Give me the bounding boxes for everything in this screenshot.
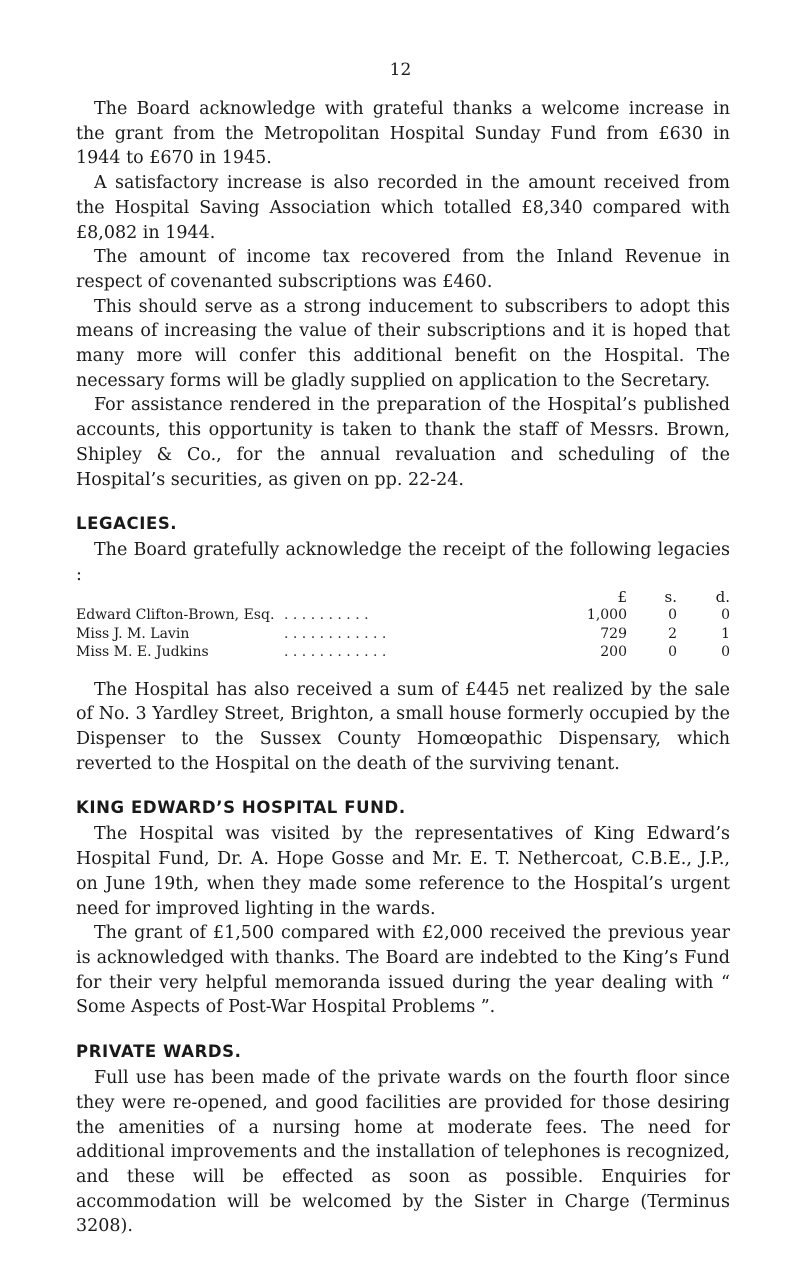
legacy-shillings: 2 <box>668 625 677 642</box>
legacy-shillings: 0 <box>668 607 677 624</box>
page-number: 12 <box>389 60 412 80</box>
intro-paragraph-3: The amount of income tax recovered from the Inland Revenue in respect of covenanted subscriptions was £460. <box>76 247 730 292</box>
legacy-pence: 1 <box>721 625 730 642</box>
intro-paragraph-5: For assistance rendered in the preparation of the Hospital’s published accounts, this opportunity is taken to thank the staff of Messrs. Brown, Shipley & Co., for the annual revaluation and scheduling of the Hospital’s securities, as given on pp. 22-24. <box>76 395 730 490</box>
legacy-row <box>76 625 730 644</box>
legacies-closing-paragraph: The Hospital has also received a sum of £445 net realized by the sale of No. 3 Yardley Street, Brighton, a small house formerly occupied by the Dispenser to the Sussex County Homœopathic Dispensary, which reverted to the Hospital on the death of the surviving tenant. <box>76 679 730 774</box>
legacy-name: Miss J. M. Lavin <box>76 625 190 642</box>
private-wards-paragraph: Full use has been made of the private wards on the fourth floor since they were re-opened, and good facilities are provided for those desiring the amenities of a nursing home at moderate fees. The need for additional improvements and the installation of telephones is recognized, and these will be effected as soon as possible. Enquiries for accommodation will be welcomed by the Sister in Charge (Terminus 3208). <box>76 1068 730 1237</box>
pounds-column-header: £ <box>617 587 627 606</box>
pence-column-header: d. <box>715 587 730 606</box>
legacies-intro: The Board gratefully acknowledge the receipt of the following legacies : <box>76 540 730 585</box>
intro-paragraph-2: A satisfactory increase is also recorded in the amount received from the Hospital Saving Association which totalled £8,340 compared with £8,082 in 1944. <box>76 173 730 243</box>
legacies-heading: LEGACIES. <box>76 514 178 534</box>
legacy-pounds: 1,000 <box>586 607 627 624</box>
page-content <box>76 97 730 1239</box>
legacy-row <box>76 606 730 625</box>
dot-leaders: . . . . . . . . . . <box>284 607 369 624</box>
spacer <box>76 662 730 678</box>
legacy-row <box>76 643 730 662</box>
intro-paragraph-4: This should serve as a strong inducement to subscribers to adopt this means of increasing the value of their subscriptions and it is hoped that many more will confer this additional benefit on the Hospital. The necessary forms will be gladly supplied on application to the Secretary. <box>76 296 730 391</box>
private-wards-heading: PRIVATE WARDS. <box>76 1042 242 1062</box>
dot-leaders: . . . . . . . . . . . . <box>284 644 387 661</box>
legacy-pounds: 200 <box>600 644 627 661</box>
king-edward-paragraph-2: The grant of £1,500 compared with £2,000 received the previous year is acknowledged with thanks. The Board are indebted to the King’s Fund for their very helpful memoranda issued during the year dealing with “ Some Aspects of Post-War Hospital Problems ”. <box>76 923 730 1018</box>
legacy-name: Miss M. E. Judkins <box>76 644 209 661</box>
legacy-shillings: 0 <box>668 644 677 661</box>
legacy-pounds: 729 <box>600 625 627 642</box>
intro-paragraph-1: The Board acknowledge with grateful thanks a welcome increase in the grant from the Metropolitan Hospital Sunday Fund from £630 in 1944 to £670 in 1945. <box>76 99 730 169</box>
legacy-pence: 0 <box>721 644 730 661</box>
king-edward-paragraph-1: The Hospital was visited by the representatives of King Edward’s Hospital Fund, Dr. A. Hope Gosse and Mr. E. T. Nethercoat, C.B.E., J.P., on June 19th, when they made some reference to the Hospital’s urgent need for improved lighting in the wards. <box>76 824 730 919</box>
king-edward-heading: KING EDWARD’S HOSPITAL FUND. <box>76 798 406 818</box>
legacy-pence: 0 <box>721 607 730 624</box>
legacies-header-row <box>76 588 730 607</box>
legacy-name: Edward Clifton-Brown, Esq. <box>76 607 275 624</box>
dot-leaders: . . . . . . . . . . . . <box>284 625 387 642</box>
legacies-table <box>76 588 730 662</box>
shillings-column-header: s. <box>664 587 677 606</box>
